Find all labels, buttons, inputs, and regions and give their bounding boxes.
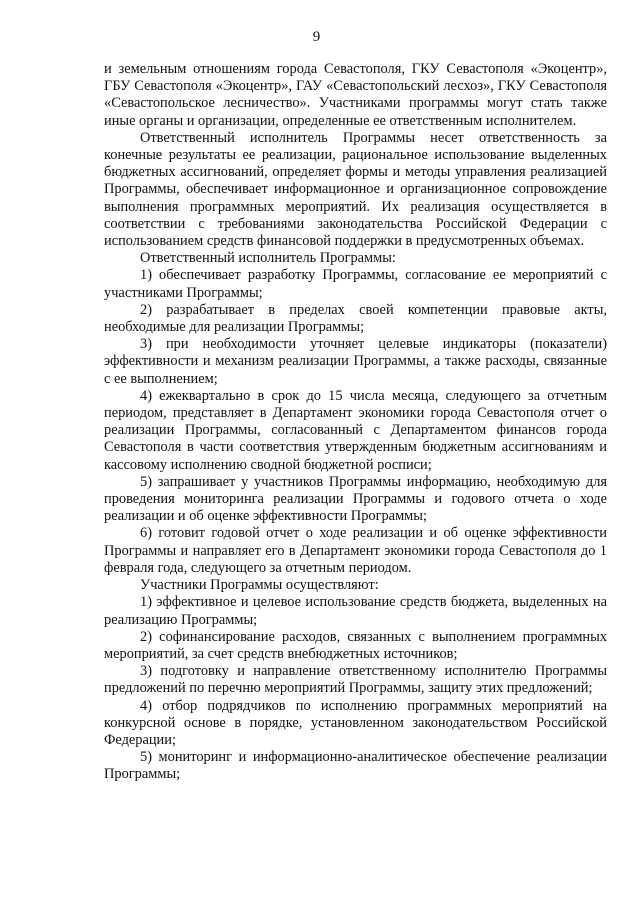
paragraph: Участники Программы осуществляют: — [140, 577, 379, 594]
list-item: 5) мониторинг и информационно-аналитическое обеспечение реализации Программы; — [104, 749, 607, 783]
list-item: 4) отбор подрядчиков по исполнению программных мероприятий на конкурсной основе в порядке, установленном законодательством Российской Федерации; — [104, 697, 607, 748]
page-number: 9 — [312, 29, 321, 45]
list-item: 4) ежеквартально в срок до 15 числа месяца, следующего за отчетным периодом, представляет в Департамент экономики города Севастополя отчет о реализации Программы, согласованный с Департаментом финансов города Севастополя в части соответствия утвержденным бюджетным ассигнованиям и кассовому исполнению сводной бюджетной росписи; — [104, 387, 607, 473]
list-item: 1) эффективное и целевое использование средств бюджета, выделенных на реализацию Программы; — [104, 594, 607, 628]
list-item: 2) разрабатывает в пределах своей компетенции правовые акты, необходимые для реализации Программы; — [104, 301, 607, 336]
list-item: 2) софинансирование расходов, связанных с выполнением программных мероприятий, за счет средств внебюджетных источников; — [104, 628, 607, 662]
list-item: 3) при необходимости уточняет целевые индикаторы (показатели) эффективности и механизм реализации Программы, а также расходы, связанные с ее выполнением; — [104, 336, 607, 387]
list-item: 5) запрашивает у участников Программы информацию, необходимую для проведения мониторинга реализации Программы и годового отчета о ходе реализации и об оценке эффективности Программы; — [104, 473, 607, 525]
paragraph: Ответственный исполнитель Программы несет ответственность за конечные результаты ее реализации, рациональное использование выделенных бюджетных ассигнований, определяет формы и методы управления реализацией Программы, обеспечивает информационное и организационное сопровождение выполнения программных мероприятий. Их реализация осуществляется в соответствии с требованиями законодательства Российской Федерации с использованием средств финансовой поддержки в предусмотренных объемах. — [104, 129, 607, 250]
list-item: 1) обеспечивает разработку Программы, согласование ее мероприятий с участниками Программы; — [104, 267, 607, 301]
paragraph: и земельным отношениям города Севастополя, ГКУ Севастополя «Экоцентр», ГБУ Севастополя «Экоцентр», ГАУ «Севастопольский лесхоз», ГКУ Севастополя «Севастопольское лесничество». Участниками программы могут стать также иные органы и организации, определенные ее ответственным исполнителем. — [104, 61, 607, 129]
list-item: 6) готовит годовой отчет о ходе реализации и об оценке эффективности Программы и направляет его в Департамент экономики города Севастополя до 1 февраля года, следующего за отчетным периодом. — [104, 525, 607, 576]
document-body — [104, 61, 607, 784]
list-item: 3) подготовку и направление ответственному исполнителю Программы предложений по перечню мероприятий Программы, защиту этих предложений; — [104, 663, 607, 697]
paragraph: Ответственный исполнитель Программы: — [140, 250, 396, 267]
